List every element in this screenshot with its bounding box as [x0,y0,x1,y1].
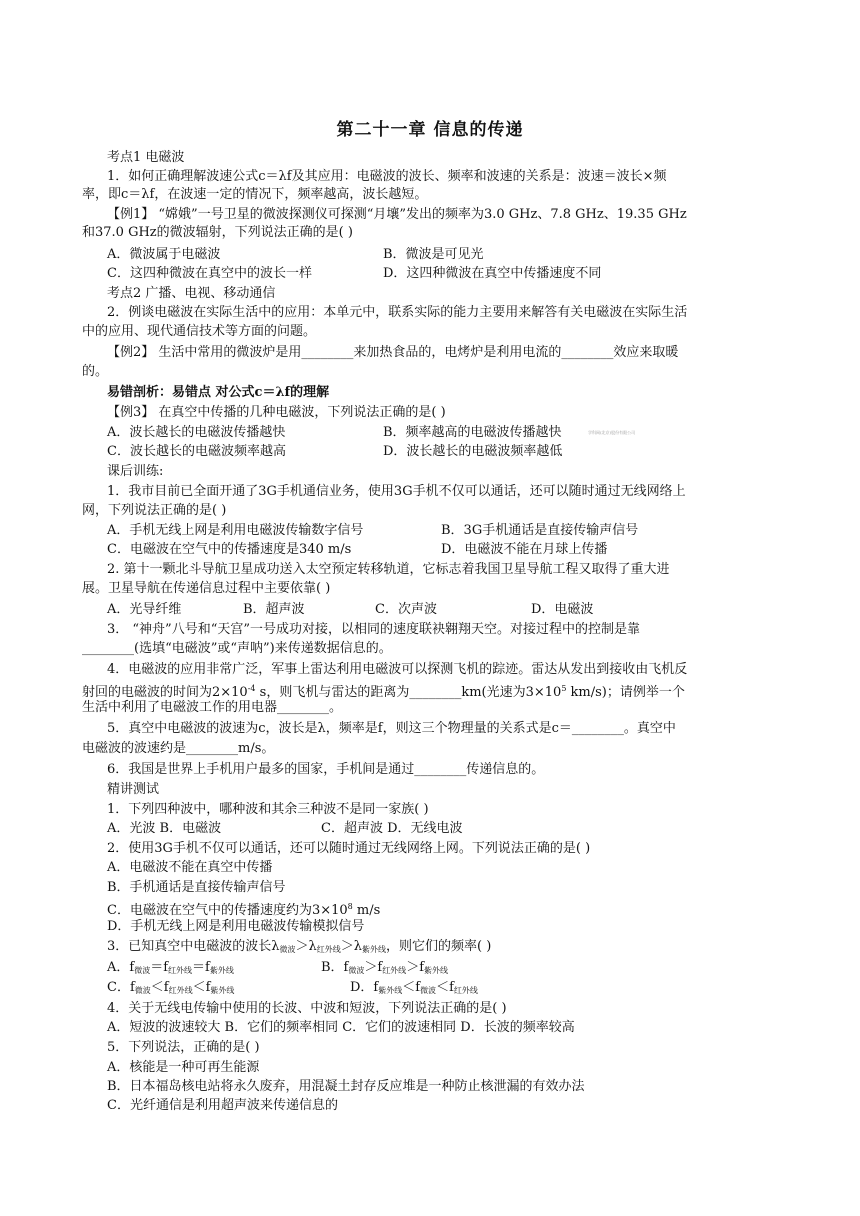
option-c: C．次声波 [375,602,437,617]
question-2: 2. 第十一颗北斗导航卫星成功送入太空预定转移轨道，它标志着我国卫星导航工程又取得了重大进 [107,562,670,577]
options-line: A．短波的波速较大 B．它们的频率相同 C．它们的波速相同 D．长波的频率较高 [107,1020,575,1035]
watermark-text: 学科网(北京)股份有限公司 [588,430,636,435]
subscript: 微波 [279,945,296,954]
option-b: B．微波是可见光 [383,247,484,262]
option-c: C．波长越长的电磁波频率越高 [107,444,286,459]
question-1: 1．我市目前已全面开通了3G手机通信业务，使用3G手机不仅可以通话，还可以随时通过无线网络上 [107,484,686,499]
section-heading-2: 考点2 广播、电视、移动通信 [107,286,276,301]
chapter-title: 第二十一章 信息的传递 [336,120,524,140]
option-d: D．手机无线上网是利用电磁波传输模拟信号 [107,919,365,934]
option-a: A．微波属于电磁波 [107,247,221,262]
test-question-1: 1．下列四种波中，哪种波和其余三种波不是同一家族( ) [107,802,429,817]
subscript: 紫外线 [362,945,387,954]
option-b: B．日本福岛核电站将永久废弃，用混凝土封存反应堆是一种防止核泄漏的有效办法 [107,1079,585,1094]
subscript: 红外线 [382,966,407,975]
text-run: 3．已知真空中电磁波的波长λ [107,939,280,954]
text-run: ＜f [436,980,454,995]
subscript: 紫外线 [378,986,403,995]
text-run: D．f [350,980,379,995]
text-run: ＞f [406,960,424,975]
test-question-5: 5．下列说法，正确的是( ) [107,1040,260,1055]
text-line: 的。 [82,364,109,379]
text-run: m/s [352,903,381,918]
text-run: ＜f [150,980,169,995]
option-b: B．手机通话是直接传输声信号 [107,880,286,895]
text-line: 网，下列说法正确的是( ) [82,503,227,518]
question-3: 3． “神舟”八号和“天宫”一号成功对接，以相同的速度联袂翱翔天空。对接过程中的控制是靠 [107,622,640,637]
option-a [107,959,234,980]
example-1-question: 【例1】 “嫦娥”一号卫星的微波探测仪可探测“月壤”发出的频率为3.0 GHz、7.8 GHz、19.35 GHz [107,207,687,222]
option-c [107,898,380,920]
option-a: A．电磁波不能在真空中传播 [107,860,273,875]
exponent: 8 [347,902,353,911]
subscript: 微波 [134,986,151,995]
option-b: B．3G手机通话是直接传输声信号 [441,523,639,538]
option-a: A．核能是一种可再生能源 [107,1060,260,1075]
option-c-d: C．超声波 D．无线电波 [321,821,463,836]
option-b: B．超声波 [243,602,305,617]
text-run: s，则飞机与雷达的距离为________km(光速为3×10 [255,685,562,700]
subscript: 紫外线 [210,986,235,995]
subscript: 红外线 [168,966,193,975]
text-run: ＞f [364,960,383,975]
option-a: A．波长越长的电磁波传播越快 [107,425,286,440]
exponent: -4 [247,684,256,693]
text-line: 展。卫星导航在传递信息过程中主要依靠( ) [82,581,331,596]
example-3-question: 【例3】 在真空中传播的几种电磁波，下列说法正确的是( ) [107,405,446,420]
text-run: ＝f [150,960,169,975]
text-run: B．f [321,960,349,975]
text-line: ________(选填“电磁波”或“声呐”)来传递数据信息的。 [82,641,392,656]
text-run: 射回的电磁波的时间为2×10 [82,685,248,700]
text-run: ＝f [192,960,210,975]
option-b [321,959,448,980]
text-line: 电磁波的波速约是________m/s。 [82,741,275,756]
section-heading-test: 精讲测试 [107,782,160,797]
text-line: 率，即c＝λf，在波速一定的情况下，频率越高，波长越短。 [82,187,428,202]
option-c: C．光纤通信是利用超声波来传递信息的 [107,1098,338,1113]
text-line: 生活中利用了电磁波工作的用电器________。 [82,700,343,715]
text-run: ＜f [192,980,211,995]
option-d: D．这四种微波在真空中传播速度不同 [383,266,602,281]
subscript: 红外线 [168,986,193,995]
question-6: 6．我国是世界上手机用户最多的国家，手机间是通过________传递信息的。 [107,762,545,777]
subscript: 微波 [134,966,151,975]
text-line: 2．例谈电磁波在实际生活中的应用：本单元中，联系实际的能力主要用来解答有关电磁波在实际生活 [107,305,688,320]
subscript: 微波 [348,966,365,975]
text-run: ＞λ [340,939,363,954]
common-mistake-heading: 易错剖析：易错点 对公式c＝λf的理解 [107,385,330,400]
example-2-question: 【例2】 生活中常用的微波炉是用________来加热食品的，电烤炉是利用电流的________效应来取暖 [107,345,679,360]
option-c [107,979,234,1000]
subscript: 微波 [420,986,437,995]
text-run: A．f [107,960,135,975]
option-c: C．电磁波在空气中的传播速度是340 m/s [107,542,352,557]
section-heading-homework: 课后训练: [107,464,164,479]
text-run: km/s)；请例举一个 [566,685,685,700]
test-question-2: 2．使用3G手机不仅可以通话，还可以随时通过无线网络上网。下列说法正确的是( ) [107,841,591,856]
question-5: 5．真空中电磁波的波速为c，波长是λ，频率是f，则这三个物理量的关系式是c＝________。真空中 [107,721,676,736]
option-a: A．光导纤维 [107,602,182,617]
text-line: 1．如何正确理解波速公式c＝λf及其应用：电磁波的波长、频率和波速的关系是：波速＝波长×频 [107,169,667,184]
exponent: 5 [561,684,567,693]
text-line: 中的应用、现代通信技术等方面的问题。 [82,324,317,339]
subscript: 紫外线 [424,966,448,975]
option-a: A．手机无线上网是利用电磁波传输数字信号 [107,523,364,538]
text-run: C．f [107,980,135,995]
text-run: ，则它们的频率( ) [386,939,492,954]
text-run: ＞λ [295,939,317,954]
section-heading-1: 考点1 电磁波 [107,150,185,165]
subscript: 红外线 [316,945,341,954]
option-d: D．波长越长的电磁波频率越低 [383,444,563,459]
option-a-b: A．光波 B．电磁波 [107,821,222,836]
option-b: B．频率越高的电磁波传播越快 [383,425,562,440]
test-question-4: 4．关于无线电传输中使用的长波、中波和短波，下列说法正确的是( ) [107,1001,507,1016]
question-4: 4．电磁波的应用非常广泛，军事上雷达利用电磁波可以探测飞机的踪迹。雷达从发出到接收由飞机反 [107,662,688,677]
option-d [350,979,478,1000]
text-run: ＜f [402,980,421,995]
option-d: D．电磁波 [531,602,594,617]
subscript: 红外线 [453,986,478,995]
text-run: C．电磁波在空气中的传播速度约为3×10 [107,903,348,918]
option-c: C．这四种微波在真空中的波长一样 [107,266,312,281]
text-line: 和37.0 GHz的微波辐射，下列说法正确的是( ) [82,225,353,240]
subscript: 紫外线 [209,966,234,975]
option-d: D．电磁波不能在月球上传播 [441,542,608,557]
test-question-3 [107,938,491,959]
